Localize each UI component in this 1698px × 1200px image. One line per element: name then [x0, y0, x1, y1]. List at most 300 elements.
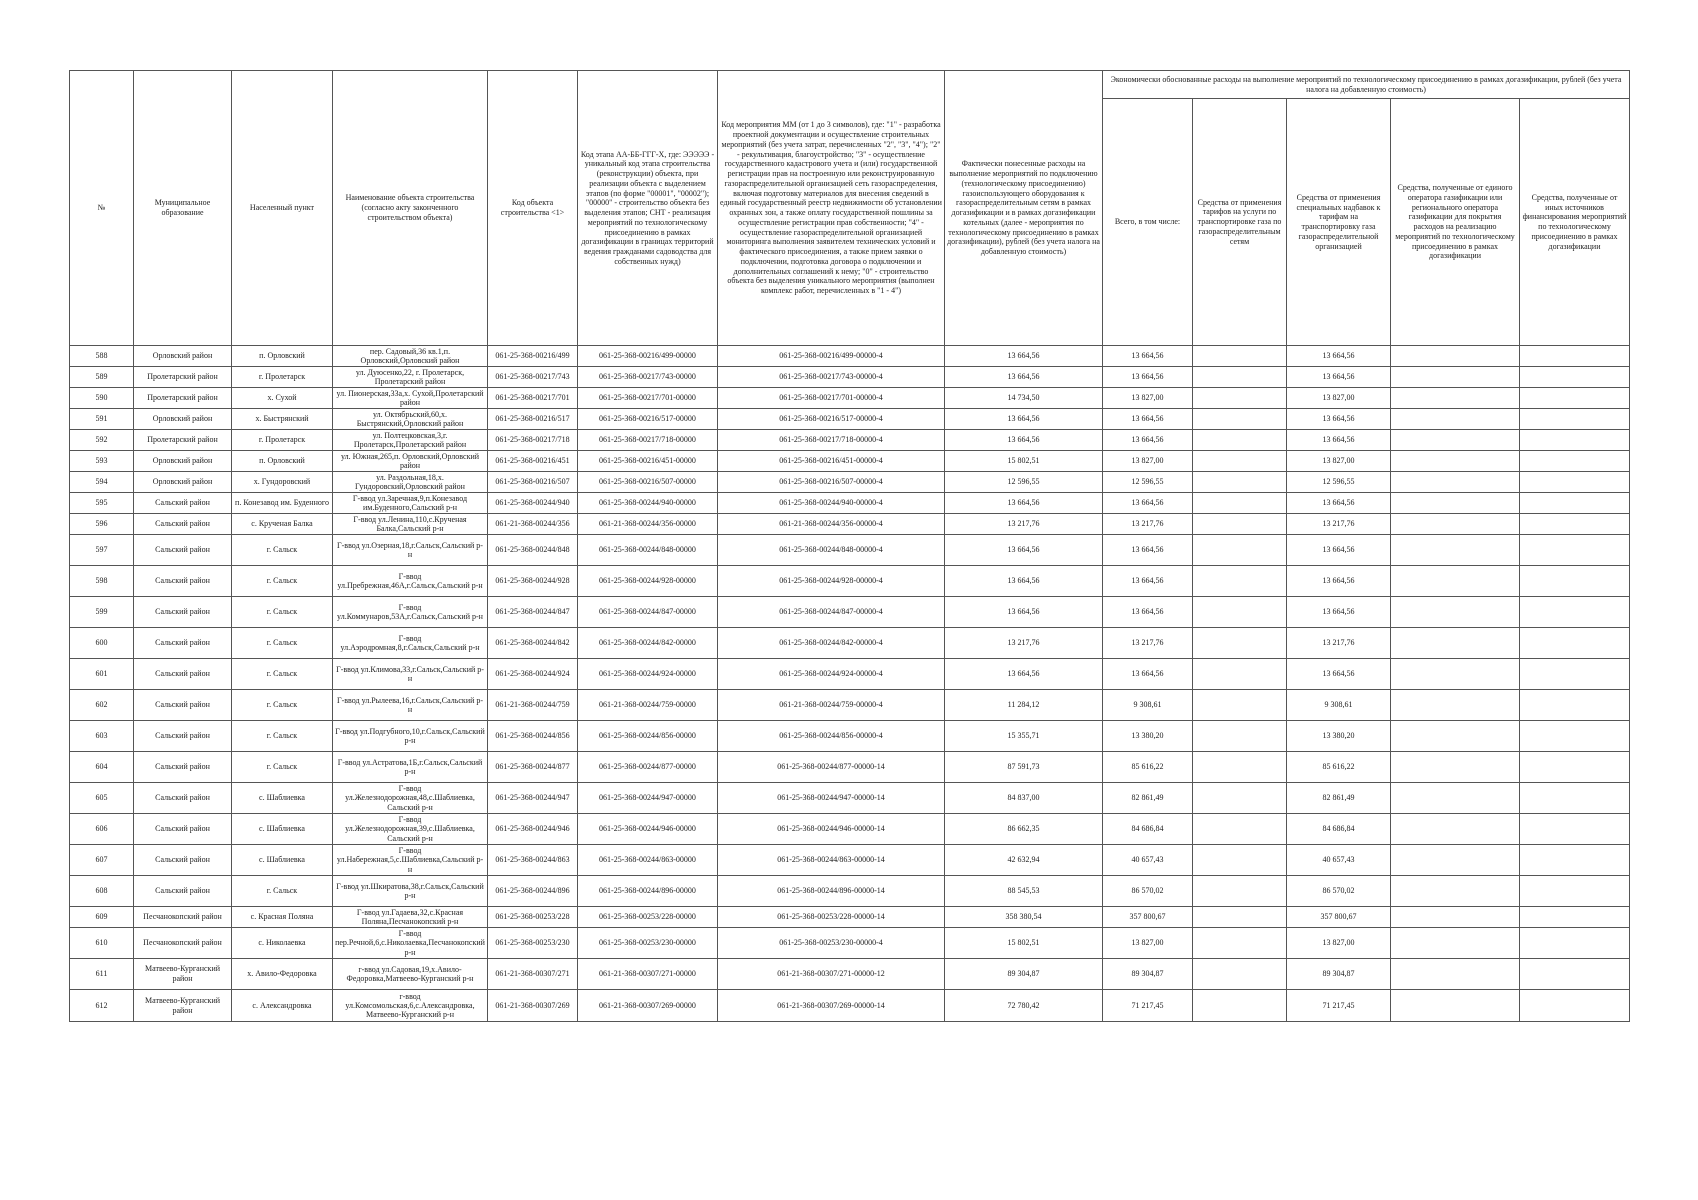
other-cell	[1520, 990, 1630, 1022]
table-row	[70, 876, 1630, 907]
other-cell	[1520, 451, 1630, 472]
municipality-cell: Сальский район	[134, 535, 232, 566]
operator-cell	[1391, 845, 1520, 876]
total-cell: 9 308,61	[1103, 690, 1193, 721]
surcharges-cell: 40 657,43	[1287, 845, 1391, 876]
event-code-cell: 061-21-368-00307/269-00000-14	[718, 990, 945, 1022]
header-surcharges: Средства от применения специальных надбавок к тарифам на транспортировку газа газораспределительной организацией	[1287, 99, 1391, 346]
table-row	[70, 721, 1630, 752]
stage-code-cell: 061-25-368-00244/848-00000	[578, 535, 718, 566]
tariffs-cell	[1193, 346, 1287, 367]
object-name-cell: ул. Полтецковская,3,г. Пролетарск,Пролетарский район	[333, 430, 488, 451]
operator-cell	[1391, 959, 1520, 990]
table-row	[70, 990, 1630, 1022]
object-code-cell: 061-25-368-00244/940	[488, 493, 578, 514]
event-code-cell: 061-25-368-00244/856-00000-4	[718, 721, 945, 752]
total-cell: 13 664,56	[1103, 367, 1193, 388]
other-cell	[1520, 690, 1630, 721]
other-cell	[1520, 367, 1630, 388]
object-name-cell: Г-ввод ул.Ленина,110,с.Крученая Балка,Сальский р-н	[333, 514, 488, 535]
object-name-cell: г-ввод ул.Садовая,19,х.Авило-Федоровка,Матвеево-Курганский р-н	[333, 959, 488, 990]
actual-costs-cell: 88 545,53	[945, 876, 1103, 907]
table-row	[70, 566, 1630, 597]
object-name-cell: Г-ввод ул.Шкиратова,38,г.Сальск,Сальский р-н	[333, 876, 488, 907]
header-operator: Средства, полученные от единого оператора газификации или регионального оператора газификации для покрытия расходов на реализацию мероприятий по технологическому присоединению в рамках догазификации	[1391, 99, 1520, 346]
operator-cell	[1391, 346, 1520, 367]
table-header	[70, 71, 1630, 346]
municipality-cell: Сальский район	[134, 876, 232, 907]
header-stage-code: Код этапа АА-ББ-ГГГ-Х, где: ЭЭЭЭЭ - уникальный код этапа строительства (реконструкции) объекта, при реализации объекта с выделением этапов (по форме "00001", "00002"); "00000" - строительство объекта без выделения этапов; СНТ - реализация мероприятий по технологическому присоединению в рамках догазификации в границах территорий ведения гражданами садоводства для собственных нужд)	[578, 71, 718, 346]
other-cell	[1520, 346, 1630, 367]
surcharges-cell: 13 664,56	[1287, 346, 1391, 367]
actual-costs-cell: 89 304,87	[945, 959, 1103, 990]
object-name-cell: Г-ввод ул.Железнодорожная,48,с.Шаблиевка, Сальский р-н	[333, 783, 488, 814]
tariffs-cell	[1193, 928, 1287, 959]
row-number: 600	[70, 628, 134, 659]
event-code-cell: 061-25-368-00244/863-00000-14	[718, 845, 945, 876]
operator-cell	[1391, 472, 1520, 493]
municipality-cell: Сальский район	[134, 566, 232, 597]
municipality-cell: Орловский район	[134, 472, 232, 493]
total-cell: 13 827,00	[1103, 928, 1193, 959]
event-code-cell: 061-25-368-00244/877-00000-14	[718, 752, 945, 783]
table-row	[70, 451, 1630, 472]
stage-code-cell: 061-25-368-00244/946-00000	[578, 814, 718, 845]
other-cell	[1520, 388, 1630, 409]
actual-costs-cell: 13 664,56	[945, 597, 1103, 628]
event-code-cell: 061-25-368-00244/947-00000-14	[718, 783, 945, 814]
operator-cell	[1391, 628, 1520, 659]
tariffs-cell	[1193, 597, 1287, 628]
settlement-cell: г. Сальск	[232, 628, 333, 659]
settlement-cell: с. Шаблиевка	[232, 783, 333, 814]
object-name-cell: Г-ввод ул.Набережная,5,с.Шаблиевка,Сальский р-н	[333, 845, 488, 876]
settlement-cell: г. Пролетарск	[232, 430, 333, 451]
operator-cell	[1391, 907, 1520, 928]
object-name-cell: г-ввод ул.Комсомольская,6,с.Александровка, Матвеево-Курганский р-н	[333, 990, 488, 1022]
object-name-cell: Г-ввод ул.Климова,33,г.Сальск,Сальский р-н	[333, 659, 488, 690]
object-name-cell: Г-ввод ул.Аэродромная,8,г.Сальск,Сальский р-н	[333, 628, 488, 659]
row-number: 596	[70, 514, 134, 535]
row-number: 607	[70, 845, 134, 876]
total-cell: 85 616,22	[1103, 752, 1193, 783]
row-number: 604	[70, 752, 134, 783]
municipality-cell: Сальский район	[134, 628, 232, 659]
municipality-cell: Орловский район	[134, 451, 232, 472]
settlement-cell: с. Шаблиевка	[232, 845, 333, 876]
municipality-cell: Орловский район	[134, 409, 232, 430]
other-cell	[1520, 845, 1630, 876]
table-row	[70, 845, 1630, 876]
header-other: Средства, полученные от иных источников финансирования мероприятий по технологическому присоединению в рамках догазификации	[1520, 99, 1630, 346]
tariffs-cell	[1193, 783, 1287, 814]
actual-costs-cell: 13 664,56	[945, 493, 1103, 514]
operator-cell	[1391, 928, 1520, 959]
object-name-cell: Г-ввод ул.Коммунаров,53А,г.Сальск,Сальский р-н	[333, 597, 488, 628]
object-name-cell: ул. Пионерская,33а,х. Сухой,Пролетарский район	[333, 388, 488, 409]
stage-code-cell: 061-25-368-00244/947-00000	[578, 783, 718, 814]
surcharges-cell: 9 308,61	[1287, 690, 1391, 721]
settlement-cell: г. Сальск	[232, 566, 333, 597]
header-event-code: Код мероприятия ММ (от 1 до 3 символов), где: "1" - разработка проектной документации и осуществление строительных мероприятий (без учета затрат, перечисленных "2", "3", "4"); "2" - рекультивация, благоустройство; "3" - осуществление государственного кадастрового учета и (или) государственной регистрации прав на построенную или реконструированную газораспределительной организацией сеть газораспределения, включая подготовку материалов для внесения сведений в единый государственный реестр недвижимости об установлении охранных зон, а также оплату государственной пошлины за осуществление регистрации прав собственности; "4" - осуществление газораспределительной организацией мониторинга выполнения заявителем технических условий и фактического присоединения, а также прием заявки о подключении, подготовка договора о подключении и дополнительных соглашений к нему; "0" - строительство объекта без выделения уникального мероприятия (выполнен комплекс работ, перечисленных в "1 - 4")	[718, 71, 945, 346]
total-cell: 13 217,76	[1103, 514, 1193, 535]
municipality-cell: Орловский район	[134, 346, 232, 367]
row-number: 592	[70, 430, 134, 451]
event-code-cell: 061-25-368-00244/940-00000-4	[718, 493, 945, 514]
stage-code-cell: 061-25-368-00244/863-00000	[578, 845, 718, 876]
surcharges-cell: 13 664,56	[1287, 659, 1391, 690]
object-name-cell: ул. Октябрьский,60,х. Быстрянский,Орловский район	[333, 409, 488, 430]
municipality-cell: Сальский район	[134, 597, 232, 628]
settlement-cell: г. Сальск	[232, 535, 333, 566]
header-municipality: Муниципальное образование	[134, 71, 232, 346]
other-cell	[1520, 472, 1630, 493]
municipality-cell: Пролетарский район	[134, 430, 232, 451]
object-name-cell: Г-ввод ул.Астратова,1Б,г.Сальск,Сальский р-н	[333, 752, 488, 783]
actual-costs-cell: 13 664,56	[945, 409, 1103, 430]
tariffs-cell	[1193, 752, 1287, 783]
event-code-cell: 061-21-368-00244/356-00000-4	[718, 514, 945, 535]
settlement-cell: г. Сальск	[232, 597, 333, 628]
object-code-cell: 061-25-368-00216/507	[488, 472, 578, 493]
event-code-cell: 061-25-368-00244/924-00000-4	[718, 659, 945, 690]
operator-cell	[1391, 597, 1520, 628]
surcharges-cell: 13 664,56	[1287, 597, 1391, 628]
other-cell	[1520, 721, 1630, 752]
table-row	[70, 752, 1630, 783]
stage-code-cell: 061-25-368-00253/228-00000	[578, 907, 718, 928]
object-name-cell: Г-ввод пер.Речной,6,с.Николаевка,Песчанокопский р-н	[333, 928, 488, 959]
operator-cell	[1391, 783, 1520, 814]
table-row	[70, 959, 1630, 990]
stage-code-cell: 061-25-368-00217/718-00000	[578, 430, 718, 451]
event-code-cell: 061-25-368-00253/228-00000-14	[718, 907, 945, 928]
settlement-cell: п. Орловский	[232, 451, 333, 472]
row-number: 609	[70, 907, 134, 928]
total-cell: 13 664,56	[1103, 535, 1193, 566]
municipality-cell: Пролетарский район	[134, 388, 232, 409]
object-name-cell: Г-ввод ул.Гадаева,32,с.Красная Поляна,Песчанокопский р-н	[333, 907, 488, 928]
object-code-cell: 061-25-368-00253/230	[488, 928, 578, 959]
actual-costs-cell: 84 837,00	[945, 783, 1103, 814]
object-name-cell: Г-ввод ул.Пребрежная,46А,г.Сальск,Сальский р-н	[333, 566, 488, 597]
event-code-cell: 061-25-368-00217/743-00000-4	[718, 367, 945, 388]
surcharges-cell: 85 616,22	[1287, 752, 1391, 783]
surcharges-cell: 13 827,00	[1287, 928, 1391, 959]
row-number: 593	[70, 451, 134, 472]
other-cell	[1520, 597, 1630, 628]
settlement-cell: с. Николаевка	[232, 928, 333, 959]
total-cell: 13 827,00	[1103, 388, 1193, 409]
tariffs-cell	[1193, 907, 1287, 928]
table-row	[70, 388, 1630, 409]
row-number: 602	[70, 690, 134, 721]
other-cell	[1520, 628, 1630, 659]
event-code-cell: 061-25-368-00217/718-00000-4	[718, 430, 945, 451]
actual-costs-cell: 358 380,54	[945, 907, 1103, 928]
other-cell	[1520, 959, 1630, 990]
settlement-cell: п. Конезавод им. Буденного	[232, 493, 333, 514]
object-code-cell: 061-21-368-00307/269	[488, 990, 578, 1022]
actual-costs-cell: 13 664,56	[945, 367, 1103, 388]
row-number: 611	[70, 959, 134, 990]
total-cell: 13 827,00	[1103, 451, 1193, 472]
stage-code-cell: 061-25-368-00217/743-00000	[578, 367, 718, 388]
municipality-cell: Матвеево-Курганский район	[134, 990, 232, 1022]
object-code-cell: 061-25-368-00244/877	[488, 752, 578, 783]
stage-code-cell: 061-25-368-00244/928-00000	[578, 566, 718, 597]
municipality-cell: Песчанокопский район	[134, 907, 232, 928]
other-cell	[1520, 514, 1630, 535]
surcharges-cell: 13 217,76	[1287, 628, 1391, 659]
table-row	[70, 535, 1630, 566]
operator-cell	[1391, 721, 1520, 752]
stage-code-cell: 061-21-368-00307/269-00000	[578, 990, 718, 1022]
surcharges-cell: 12 596,55	[1287, 472, 1391, 493]
surcharges-cell: 13 380,20	[1287, 721, 1391, 752]
actual-costs-cell: 13 217,76	[945, 628, 1103, 659]
operator-cell	[1391, 566, 1520, 597]
object-code-cell: 061-25-368-00244/847	[488, 597, 578, 628]
object-code-cell: 061-21-368-00307/271	[488, 959, 578, 990]
operator-cell	[1391, 409, 1520, 430]
operator-cell	[1391, 430, 1520, 451]
stage-code-cell: 061-25-368-00244/842-00000	[578, 628, 718, 659]
stage-code-cell: 061-21-368-00244/356-00000	[578, 514, 718, 535]
table-row	[70, 597, 1630, 628]
settlement-cell: х. Гундоровский	[232, 472, 333, 493]
actual-costs-cell: 13 217,76	[945, 514, 1103, 535]
object-name-cell: ул. Южная,265,п. Орловский,Орловский район	[333, 451, 488, 472]
actual-costs-cell: 15 802,51	[945, 451, 1103, 472]
surcharges-cell: 89 304,87	[1287, 959, 1391, 990]
total-cell: 13 664,56	[1103, 597, 1193, 628]
event-code-cell: 061-25-368-00217/701-00000-4	[718, 388, 945, 409]
total-cell: 13 664,56	[1103, 346, 1193, 367]
object-code-cell: 061-25-368-00244/924	[488, 659, 578, 690]
surcharges-cell: 13 827,00	[1287, 388, 1391, 409]
tariffs-cell	[1193, 721, 1287, 752]
stage-code-cell: 061-25-368-00217/701-00000	[578, 388, 718, 409]
settlement-cell: г. Сальск	[232, 876, 333, 907]
tariffs-cell	[1193, 493, 1287, 514]
other-cell	[1520, 566, 1630, 597]
total-cell: 13 664,56	[1103, 430, 1193, 451]
object-code-cell: 061-25-368-00244/946	[488, 814, 578, 845]
settlement-cell: г. Сальск	[232, 659, 333, 690]
event-code-cell: 061-25-368-00216/451-00000-4	[718, 451, 945, 472]
object-code-cell: 061-21-368-00244/356	[488, 514, 578, 535]
object-code-cell: 061-25-368-00217/718	[488, 430, 578, 451]
table-row	[70, 430, 1630, 451]
total-cell: 13 664,56	[1103, 566, 1193, 597]
other-cell	[1520, 659, 1630, 690]
stage-code-cell: 061-25-368-00216/517-00000	[578, 409, 718, 430]
report-sheet	[69, 70, 1630, 1022]
surcharges-cell: 13 827,00	[1287, 451, 1391, 472]
object-name-cell: Г-ввод ул.Железнодорожная,39,с.Шаблиевка, Сальский р-н	[333, 814, 488, 845]
total-cell: 13 664,56	[1103, 659, 1193, 690]
stage-code-cell: 061-25-368-00216/507-00000	[578, 472, 718, 493]
object-code-cell: 061-25-368-00217/743	[488, 367, 578, 388]
row-number: 606	[70, 814, 134, 845]
header-settlement: Населенный пункт	[232, 71, 333, 346]
header-object-code: Код объекта строительства <1>	[488, 71, 578, 346]
settlement-cell: с. Красная Поляна	[232, 907, 333, 928]
operator-cell	[1391, 388, 1520, 409]
actual-costs-cell: 13 664,56	[945, 566, 1103, 597]
municipality-cell: Сальский район	[134, 783, 232, 814]
row-number: 612	[70, 990, 134, 1022]
operator-cell	[1391, 367, 1520, 388]
settlement-cell: с. Шаблиевка	[232, 814, 333, 845]
actual-costs-cell: 11 284,12	[945, 690, 1103, 721]
other-cell	[1520, 430, 1630, 451]
settlement-cell: г. Сальск	[232, 752, 333, 783]
tariffs-cell	[1193, 566, 1287, 597]
settlement-cell: г. Сальск	[232, 690, 333, 721]
municipality-cell: Сальский район	[134, 514, 232, 535]
other-cell	[1520, 493, 1630, 514]
operator-cell	[1391, 876, 1520, 907]
object-code-cell: 061-25-368-00253/228	[488, 907, 578, 928]
other-cell	[1520, 535, 1630, 566]
table-row	[70, 690, 1630, 721]
other-cell	[1520, 409, 1630, 430]
settlement-cell: х. Авило-Федоровка	[232, 959, 333, 990]
municipality-cell: Сальский район	[134, 814, 232, 845]
event-code-cell: 061-25-368-00216/499-00000-4	[718, 346, 945, 367]
stage-code-cell: 061-25-368-00244/877-00000	[578, 752, 718, 783]
settlement-cell: г. Сальск	[232, 721, 333, 752]
object-code-cell: 061-25-368-00244/863	[488, 845, 578, 876]
surcharges-cell: 13 664,56	[1287, 430, 1391, 451]
row-number: 601	[70, 659, 134, 690]
settlement-cell: х. Сухой	[232, 388, 333, 409]
row-number: 599	[70, 597, 134, 628]
surcharges-cell: 13 664,56	[1287, 409, 1391, 430]
object-code-cell: 061-21-368-00244/759	[488, 690, 578, 721]
operator-cell	[1391, 659, 1520, 690]
stage-code-cell: 061-21-368-00244/759-00000	[578, 690, 718, 721]
object-name-cell: ул. Раздольная,18,х. Гундоровский,Орловский район	[333, 472, 488, 493]
table-row	[70, 493, 1630, 514]
table-row	[70, 814, 1630, 845]
other-cell	[1520, 814, 1630, 845]
object-code-cell: 061-25-368-00216/451	[488, 451, 578, 472]
settlement-cell: с. Александровка	[232, 990, 333, 1022]
total-cell: 71 217,45	[1103, 990, 1193, 1022]
event-code-cell: 061-25-368-00216/507-00000-4	[718, 472, 945, 493]
row-number: 603	[70, 721, 134, 752]
table-row	[70, 783, 1630, 814]
surcharges-cell: 13 664,56	[1287, 535, 1391, 566]
tariffs-cell	[1193, 514, 1287, 535]
municipality-cell: Сальский район	[134, 690, 232, 721]
total-cell: 84 686,84	[1103, 814, 1193, 845]
header-total: Всего, в том числе:	[1103, 99, 1193, 346]
actual-costs-cell: 72 780,42	[945, 990, 1103, 1022]
operator-cell	[1391, 752, 1520, 783]
actual-costs-cell: 13 664,56	[945, 659, 1103, 690]
object-name-cell: ул. Дуюсенко,22, г. Пролетарск, Пролетарский район	[333, 367, 488, 388]
table-row	[70, 907, 1630, 928]
total-cell: 13 664,56	[1103, 493, 1193, 514]
row-number: 595	[70, 493, 134, 514]
actual-costs-cell: 13 664,56	[945, 346, 1103, 367]
event-code-cell: 061-25-368-00244/847-00000-4	[718, 597, 945, 628]
surcharges-cell: 13 217,76	[1287, 514, 1391, 535]
municipality-cell: Песчанокопский район	[134, 928, 232, 959]
settlement-cell: г. Пролетарск	[232, 367, 333, 388]
total-cell: 82 861,49	[1103, 783, 1193, 814]
surcharges-cell: 86 570,02	[1287, 876, 1391, 907]
event-code-cell: 061-21-368-00244/759-00000-4	[718, 690, 945, 721]
total-cell: 13 664,56	[1103, 409, 1193, 430]
table-row	[70, 472, 1630, 493]
row-number: 598	[70, 566, 134, 597]
object-code-cell: 061-25-368-00244/928	[488, 566, 578, 597]
tariffs-cell	[1193, 367, 1287, 388]
stage-code-cell: 061-25-368-00244/896-00000	[578, 876, 718, 907]
surcharges-cell: 357 800,67	[1287, 907, 1391, 928]
event-code-cell: 061-25-368-00244/848-00000-4	[718, 535, 945, 566]
header-no: №	[70, 71, 134, 346]
municipality-cell: Пролетарский район	[134, 367, 232, 388]
total-cell: 12 596,55	[1103, 472, 1193, 493]
table-row	[70, 514, 1630, 535]
header-object-name: Наименование объекта строительства (согласно акту законченного строительством объекта)	[333, 71, 488, 346]
municipality-cell: Сальский район	[134, 845, 232, 876]
table-row	[70, 628, 1630, 659]
settlement-cell: п. Орловский	[232, 346, 333, 367]
other-cell	[1520, 928, 1630, 959]
settlement-cell: с. Крученая Балка	[232, 514, 333, 535]
total-cell: 357 800,67	[1103, 907, 1193, 928]
operator-cell	[1391, 814, 1520, 845]
operator-cell	[1391, 493, 1520, 514]
actual-costs-cell: 15 355,71	[945, 721, 1103, 752]
actual-costs-cell: 87 591,73	[945, 752, 1103, 783]
total-cell: 13 380,20	[1103, 721, 1193, 752]
municipality-cell: Сальский район	[134, 752, 232, 783]
actual-costs-cell: 86 662,35	[945, 814, 1103, 845]
event-code-cell: 061-25-368-00244/928-00000-4	[718, 566, 945, 597]
costs-table	[69, 70, 1630, 1022]
surcharges-cell: 71 217,45	[1287, 990, 1391, 1022]
municipality-cell: Сальский район	[134, 721, 232, 752]
row-number: 590	[70, 388, 134, 409]
row-number: 589	[70, 367, 134, 388]
municipality-cell: Сальский район	[134, 493, 232, 514]
tariffs-cell	[1193, 876, 1287, 907]
object-name-cell: Г-ввод ул.Озерная,18,г.Сальск,Сальский р-н	[333, 535, 488, 566]
table-row	[70, 346, 1630, 367]
object-code-cell: 061-25-368-00244/856	[488, 721, 578, 752]
tariffs-cell	[1193, 990, 1287, 1022]
event-code-cell: 061-21-368-00307/271-00000-12	[718, 959, 945, 990]
surcharges-cell: 13 664,56	[1287, 493, 1391, 514]
event-code-cell: 061-25-368-00244/842-00000-4	[718, 628, 945, 659]
tariffs-cell	[1193, 409, 1287, 430]
event-code-cell: 061-25-368-00253/230-00000-4	[718, 928, 945, 959]
header-tariffs: Средства от применения тарифов на услуги по транспортировке газа по газораспределительным сетям	[1193, 99, 1287, 346]
row-number: 594	[70, 472, 134, 493]
surcharges-cell: 13 664,56	[1287, 566, 1391, 597]
tariffs-cell	[1193, 845, 1287, 876]
actual-costs-cell: 42 632,94	[945, 845, 1103, 876]
stage-code-cell: 061-25-368-00244/856-00000	[578, 721, 718, 752]
